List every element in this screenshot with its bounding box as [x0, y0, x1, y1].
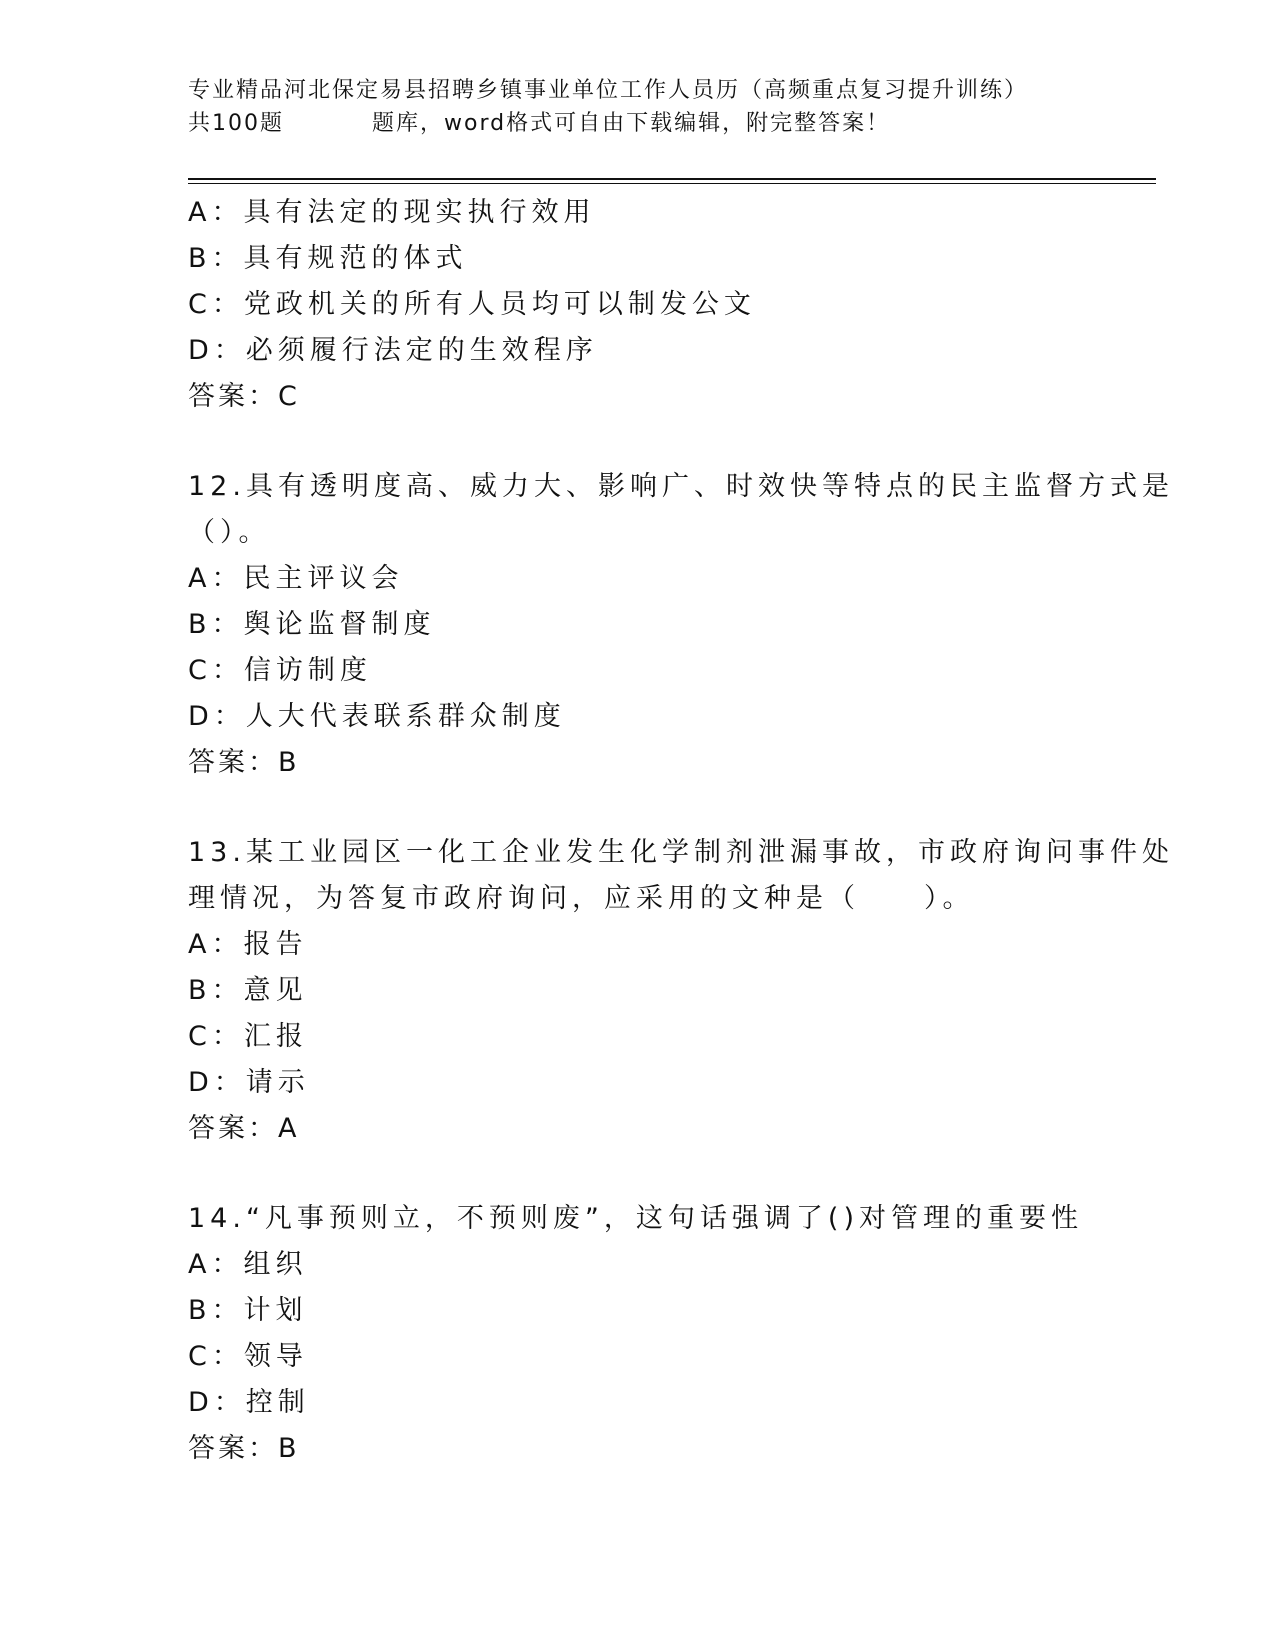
answer-line: 答案：B	[188, 1433, 300, 1464]
question-stem-line: 14.“凡事预则立，不预则废”，这句话强调了()对管理的重要性	[188, 1203, 1083, 1234]
question-content	[188, 190, 1174, 1472]
answer-line: 答案：A	[188, 1113, 300, 1144]
question-stem-line: 13.某工业园区一化工企业发生化学制剂泄漏事故，市政府询问事件处	[188, 837, 1174, 868]
option-c: C：信访制度	[188, 655, 372, 686]
option-b: B：计划	[188, 1295, 308, 1326]
option-c: C：党政机关的所有人员均可以制发公文	[188, 289, 756, 320]
option-d: D：人大代表联系群众制度	[188, 701, 566, 732]
answer-line: 答案：C	[188, 381, 300, 412]
option-b: B：具有规范的体式	[188, 243, 468, 274]
header-title-line: 专业精品河北保定易县招聘乡镇事业单位工作人员历（高频重点复习提升训练）	[188, 78, 1029, 103]
option-a: A：具有法定的现实执行效用	[188, 197, 596, 228]
answer-line: 答案：B	[188, 747, 300, 778]
question-stem-line: 理情况，为答复市政府询问，应采用的文种是（ ）。	[188, 883, 975, 914]
option-c: C：汇报	[188, 1021, 308, 1052]
header-divider-thick	[188, 178, 1156, 180]
option-d: D：必须履行法定的生效程序	[188, 335, 598, 366]
document-header	[188, 74, 1168, 140]
header-question-count: 共100题	[188, 111, 284, 136]
question-stem-line: 12.具有透明度高、威力大、影响广、时效快等特点的民主监督方式是	[188, 471, 1174, 502]
option-a: A：组织	[188, 1249, 308, 1280]
question-block-14	[188, 1196, 1088, 1472]
option-a: A：报告	[188, 929, 308, 960]
question-block-13	[188, 830, 1174, 1152]
option-d: D：请示	[188, 1067, 310, 1098]
option-a: A：民主评议会	[188, 563, 404, 594]
option-b: B：意见	[188, 975, 308, 1006]
question-stem-line: （）。	[188, 517, 271, 548]
header-format-note: 题库，word格式可自由下载编辑，附完整答案！	[372, 111, 891, 136]
question-block-11	[188, 190, 1088, 420]
option-b: B：舆论监督制度	[188, 609, 436, 640]
header-divider-thin	[188, 183, 1156, 184]
option-d: D：控制	[188, 1387, 310, 1418]
option-c: C：领导	[188, 1341, 308, 1372]
question-block-12	[188, 464, 1174, 786]
header-subtitle-line	[188, 107, 1168, 140]
